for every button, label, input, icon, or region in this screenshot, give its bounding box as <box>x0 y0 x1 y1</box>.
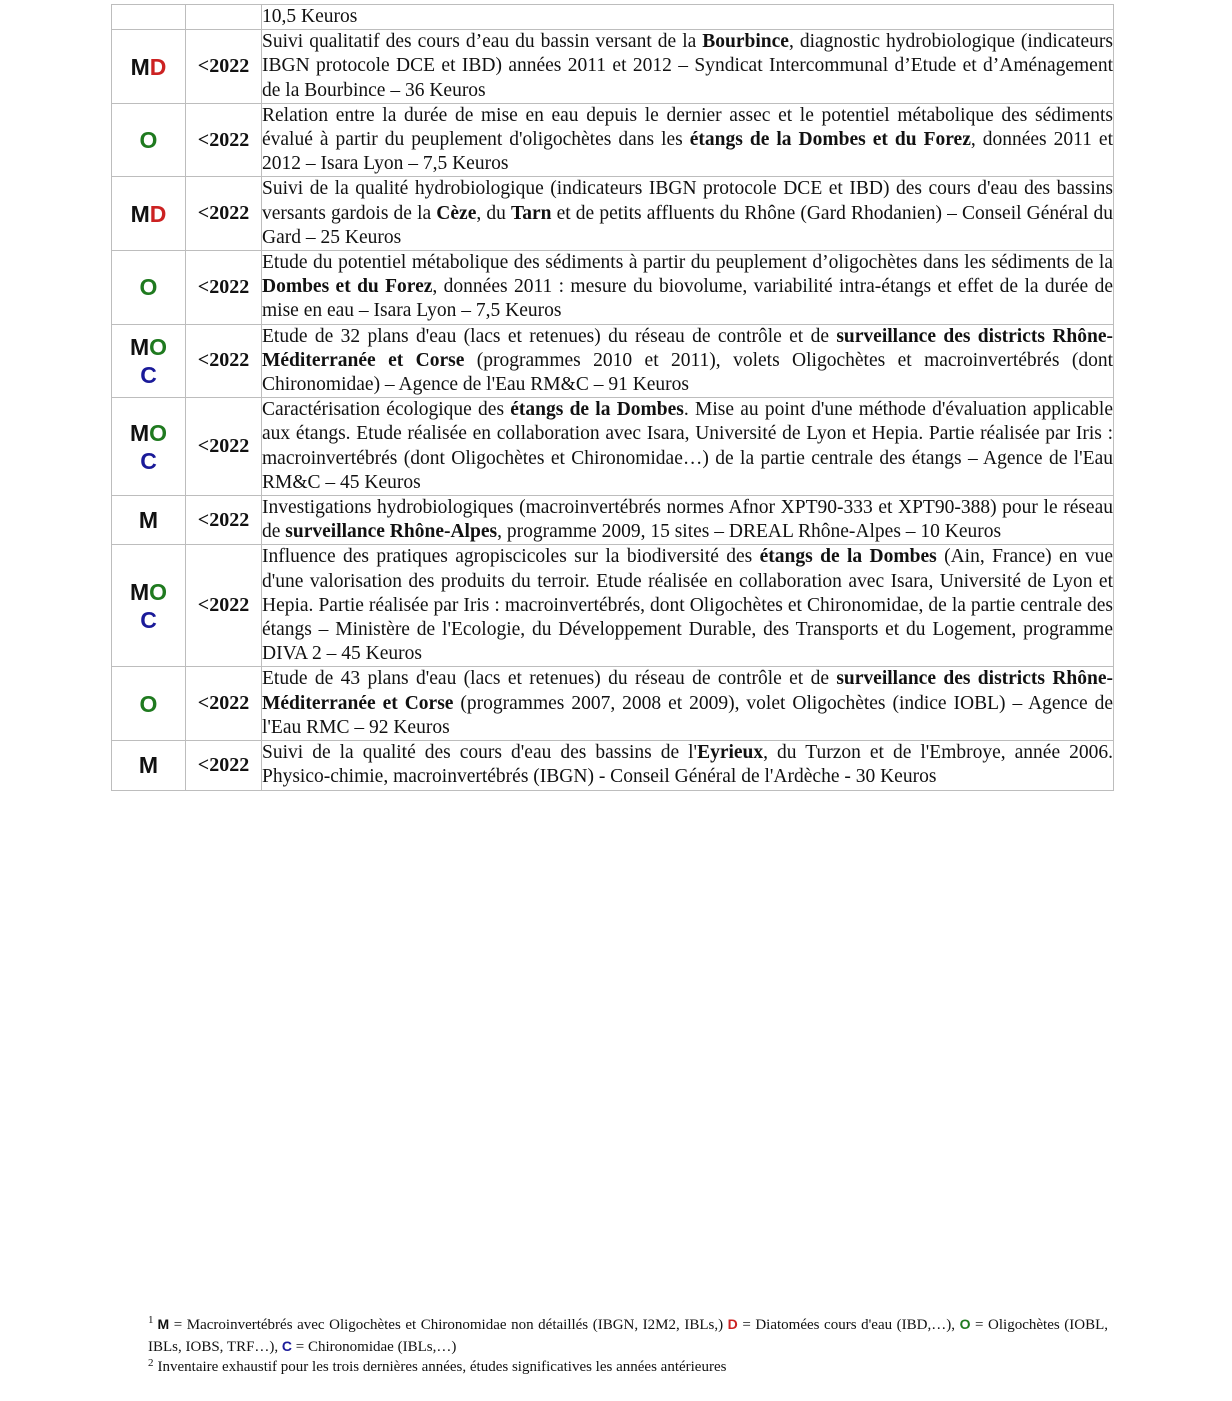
table-row <box>112 398 1114 496</box>
analysis-code-d: D <box>149 53 167 80</box>
description-text: , diagnostic hydrobiologique (indicateurs IBGN protocole DCE et IBD) années 2011 et 2012 – Syndicat Intercommunal d’Etude et d’Aménagement de la Bourbince – 36 Keuros <box>262 31 1113 101</box>
footnote-2 <box>148 1357 1108 1378</box>
description-text: (programmes 2010 et 2011), volets Oligochètes et macroinvertébrés (dont Chironomidae) – Agence de l'Eau RM&C – 91 Keuros <box>262 349 1113 396</box>
analysis-code-c: C <box>140 361 157 388</box>
analysis-code-d: D <box>149 200 167 227</box>
description-cell <box>262 324 1114 398</box>
description-text: Suivi de la qualité des cours d'eau des bassins de l' <box>262 742 698 764</box>
analysis-code-line <box>112 419 185 447</box>
description-cell <box>262 741 1114 790</box>
description-cell <box>262 667 1114 741</box>
footnote-2-text: Inventaire exhaustif pour les trois dernières années, études significatives les années antérieures <box>157 1359 727 1375</box>
table-row <box>112 103 1114 177</box>
analysis-code-o: O <box>139 274 158 301</box>
analysis-code-line <box>112 53 185 81</box>
description-cell <box>262 177 1114 251</box>
analysis-code-m: M <box>129 333 150 360</box>
description-text: Relation entre la durée de mise en eau depuis le dernier assec et le potentiel métabolique des sédiments évalué à partir du peuplement d'oligochètes dans les <box>262 104 1113 151</box>
analysis-code-line <box>112 690 185 718</box>
table-row <box>112 545 1114 667</box>
analysis-code-o: O <box>139 127 158 154</box>
description-text: , du Turzon et de l'Embroye, année 2006. Physico-chimie, macroinvertébrés (IBGN) - Conseil Général de l'Ardèche - 30 Keuros <box>262 742 1114 788</box>
analysis-type-cell <box>112 545 186 667</box>
description-cell <box>262 398 1114 496</box>
description-emphasis: Cèze <box>436 202 477 224</box>
table-row <box>112 177 1114 251</box>
projects-table <box>111 4 1114 791</box>
footnote-key-c: C <box>281 1338 293 1354</box>
year-cell: <2022 <box>186 741 262 790</box>
description-text: Suivi qualitatif des cours d’eau du bassin versant de la <box>262 31 703 53</box>
description-text: Investigations hydrobiologiques (macroinvertébrés normes Afnor XPT90-333 et XPT90-388) pour le réseau de <box>262 497 1113 543</box>
analysis-code-line <box>112 447 185 475</box>
analysis-code-o: O <box>139 690 158 717</box>
analysis-code-line <box>112 606 185 634</box>
footnote-text-m: = Macroinvertébrés avec Oligochètes et Chironomidae non détaillés (IBGN, I2M2, IBLs,) <box>169 1317 728 1333</box>
year-cell: <2022 <box>186 177 262 251</box>
analysis-code-m: M <box>138 752 159 779</box>
year-cell: <2022 <box>186 545 262 667</box>
footnote-1-number: 1 <box>148 1314 154 1326</box>
year-cell: <2022 <box>186 103 262 177</box>
description-emphasis: étangs de la Dombes <box>759 546 937 568</box>
description-text: (Ain, France) en vue d'une valorisation des produits du terroir. Etude réalisée en collaboration avec Isara, Université de Lyon et Hepia. Partie réalisée par Iris : macroinvertébrés, dont Oligochètes et Chironomidae, de la partie centrale des étangs – Ministère de l'Ecologie, du Développement Durable, des Transports et du Logement, programme DIVA 2 – 45 Keuros <box>262 546 1113 665</box>
analysis-code-o: O <box>149 578 168 605</box>
description-text: Etude du potentiel métabolique des sédiments à partir du peuplement d’oligochètes dans les sédiments de la <box>262 252 1113 274</box>
description-cell <box>262 5 1114 30</box>
analysis-code-line <box>112 578 185 606</box>
year-cell: <2022 <box>186 30 262 104</box>
description-text: . Mise au point d'une méthode d'évaluation applicable aux étangs. Etude réalisée en collaboration avec Isara, Université de Lyon et Hepia. Partie réalisée par Iris : macroinvertébrés (dont Oligochètes et Chironomidae…) de la partie centrale des étangs – Agence de l'Eau RM&C – 45 Keuros <box>262 399 1113 493</box>
analysis-code-line <box>112 361 185 389</box>
analysis-code-o: O <box>149 333 168 360</box>
year-cell: <2022 <box>186 667 262 741</box>
table-row <box>112 30 1114 104</box>
description-text: , du <box>476 202 511 224</box>
table-row <box>112 324 1114 398</box>
description-text: Caractérisation écologique des <box>262 399 511 421</box>
analysis-type-cell <box>112 398 186 496</box>
description-emphasis: Dombes et du Forez <box>262 276 433 298</box>
year-cell: <2022 <box>186 398 262 496</box>
analysis-code-line <box>112 200 185 228</box>
year-cell: <2022 <box>186 251 262 325</box>
description-text: Suivi de la qualité hydrobiologique (indicateurs IBGN protocole DCE et IBD) des cours d'eau des bassins versants gardois de la <box>262 178 1113 224</box>
table-row <box>112 741 1114 790</box>
table-row <box>112 496 1114 545</box>
analysis-code-line <box>112 506 185 534</box>
description-text: , données 2011 et 2012 – Isara Lyon – 7,5 Keuros <box>262 129 1114 175</box>
description-text: , données 2011 : mesure du biovolume, variabilité intra-étangs et effet de la durée de mise en eau – Isara Lyon – 7,5 Keuros <box>262 276 1113 322</box>
description-text: Etude de 43 plans d'eau (lacs et retenues) du réseau de contrôle et de <box>262 668 837 690</box>
description-emphasis: étangs de la Dombes et du Forez <box>689 129 971 151</box>
analysis-code-line <box>112 273 185 301</box>
footnote-key-m: M <box>157 1316 170 1332</box>
footnote-1 <box>148 1314 1108 1358</box>
description-text: , programme 2009, 15 sites – DREAL Rhône-Alpes – 10 Keuros <box>497 521 1002 543</box>
description-text: et de petits affluents du Rhône (Gard Rhodanien) – Conseil Général du Gard – 25 Keuros <box>262 202 1113 248</box>
description-emphasis: Bourbince <box>702 31 789 53</box>
description-emphasis: surveillance Rhône-Alpes <box>285 521 498 543</box>
analysis-code-c: C <box>140 606 157 633</box>
analysis-type-cell <box>112 177 186 251</box>
footnote-key-d: D <box>727 1316 738 1332</box>
footnote-text-c: = Chironomidae (IBLs,…) <box>292 1339 457 1355</box>
description-text: Etude de 32 plans d'eau (lacs et retenues) du réseau de contrôle et de <box>262 325 837 347</box>
description-emphasis: Tarn <box>511 202 552 224</box>
analysis-type-cell <box>112 496 186 545</box>
description-emphasis: surveillance des districts Rhône-Méditerranée et Corse <box>262 668 1113 714</box>
analysis-code-m: M <box>129 419 150 446</box>
description-emphasis: surveillance des districts Rhône-Méditerranée et Corse <box>262 325 1113 371</box>
footnote-2-number: 2 <box>148 1357 154 1369</box>
analysis-type-cell <box>112 251 186 325</box>
description-emphasis: Eyrieux <box>697 742 764 764</box>
year-cell: <2022 <box>186 324 262 398</box>
analysis-type-cell <box>112 667 186 741</box>
analysis-code-m: M <box>138 507 159 534</box>
analysis-code-m: M <box>130 53 150 80</box>
analysis-type-cell <box>112 5 186 30</box>
analysis-code-line <box>112 333 185 361</box>
description-cell <box>262 251 1114 325</box>
table-row <box>112 667 1114 741</box>
analysis-type-cell <box>112 103 186 177</box>
analysis-type-cell <box>112 324 186 398</box>
analysis-code-line <box>112 751 185 779</box>
description-cell <box>262 103 1114 177</box>
footnote-text-d: = Diatomées cours d'eau (IBD,…), <box>737 1317 960 1333</box>
description-text: (programmes 2007, 2008 et 2009), volet Oligochètes (indice IOBL) – Agence de l'Eau RMC – 92 Keuros <box>262 692 1113 738</box>
analysis-code-c: C <box>140 447 157 474</box>
analysis-type-cell <box>112 30 186 104</box>
description-cell <box>262 545 1114 667</box>
description-text: 10,5 Keuros <box>262 6 358 27</box>
year-cell <box>186 5 262 30</box>
analysis-code-o: O <box>149 419 168 446</box>
footnote-key-o: O <box>959 1316 971 1332</box>
table-row <box>112 251 1114 325</box>
table-row <box>112 5 1114 30</box>
description-cell <box>262 30 1114 104</box>
analysis-code-line <box>112 126 185 154</box>
description-emphasis: étangs de la Dombes <box>510 399 684 421</box>
description-cell <box>262 496 1114 545</box>
year-cell: <2022 <box>186 496 262 545</box>
footnote-text-o: = Oligochètes (IOBL, IBLs, IOBS, TRF…), <box>148 1317 1108 1355</box>
projects-table-body <box>112 5 1114 791</box>
analysis-code-m: M <box>129 578 150 605</box>
description-text: Influence des pratiques agropiscicoles sur la biodiversité des <box>262 546 760 568</box>
analysis-code-m: M <box>130 200 150 227</box>
analysis-type-cell <box>112 741 186 790</box>
